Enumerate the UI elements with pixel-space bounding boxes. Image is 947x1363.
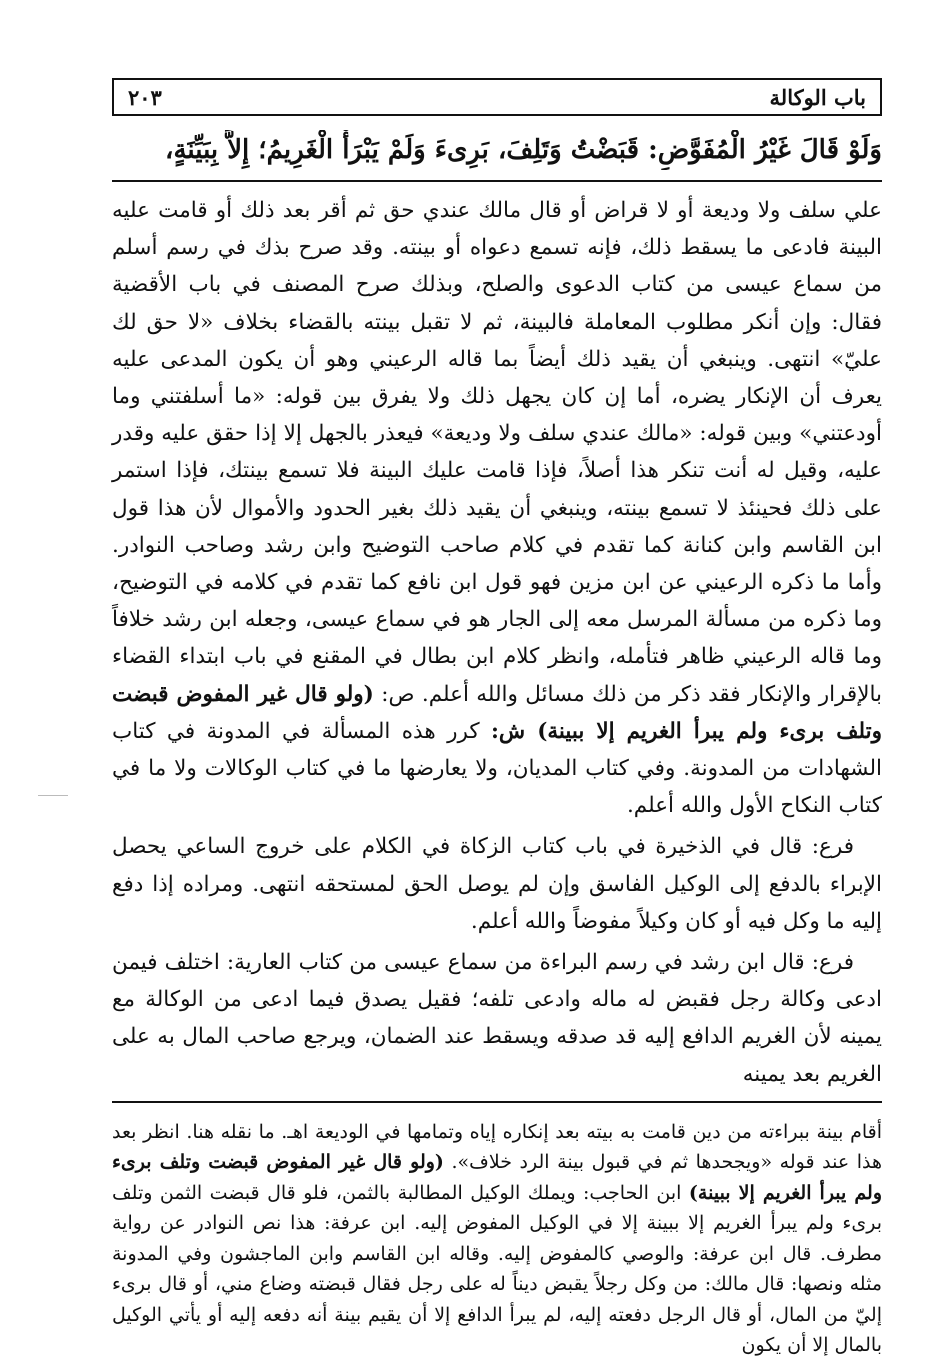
page-number: ٢٠٣ <box>128 84 162 110</box>
commentary-paragraph-2: فرع: قال في الذخيرة في باب كتاب الزكاة في الكلام على خروج الساعي يحصل الإبراء بالدفع إلى الوكيل الفاسق وإن لم يوصل الحق لمستحقه انتهى. ومراده إذا دفع إليه ما وكل فيه أو كان وكيلاً مفوضاً والله أعلم. <box>112 834 882 934</box>
running-header <box>112 78 882 116</box>
commentary <box>112 192 882 1093</box>
footnote <box>112 1117 882 1361</box>
commentary-text: كرر هذه المسألة في المدونة في كتاب الشهادات من المدونة. وفي كتاب المديان، ولا يعارضها ما في كتاب الوكالات ولا ما في كتاب النكاح الأول والله أعلم. <box>112 718 882 819</box>
footnote-divider <box>112 1101 882 1103</box>
matn-divider <box>112 180 882 182</box>
matn-text: وَلَوْ قَالَ غَيْرُ الْمُفَوَّضِ: قَبَضْتُ وَتَلِفَ، بَرِىءَ وَلَمْ يَبْرَأْ الْغَرِيمُ؛ إِلاَّ بِبَيِّنَةٍ، <box>165 135 882 165</box>
commentary-paragraph-1 <box>112 192 882 824</box>
footnote-quote: (ولو قال غير المفوض قبضت وتلف برىء ولم يبرأ الغريم إلا ببينة) <box>112 1151 882 1204</box>
commentary-paragraph-3: فرع: قال ابن رشد في رسم البراءة من سماع عيسى من كتاب العارية: اختلف فيمن ادعى وكالة رجل فقبض له ماله وادعى تلفه؛ فقيل يصدق فيما ادعى من الوكالة مع يمينه لأن الغريم الدافع إليه قد صدقه ويسقط عند الضمان، ويرجع صاحب المال به على الغريم بعد يمينه <box>112 950 882 1087</box>
margin-mark <box>38 795 68 796</box>
book-page <box>112 78 882 1361</box>
footnote-paragraph <box>112 1117 882 1361</box>
chapter-title: باب الوكالة <box>769 84 866 110</box>
matn-quote: (ولو قال غير المفوض قبضت وتلف برىء ولم يبرأ الغريم إلا ببينة) ش: <box>112 681 882 744</box>
footnote-text: ابن الحاجب: ويملك الوكيل المطالبة بالثمن، فلو قال قبضت الثمن وتلف برىء ولم يبرأ الغريم إلا ببينة إلا في الوكيل المفوض إليه. ابن عرفة: هذا نص النوادر عن رواية مطرف. قال ابن عرفة: والوصي كالمفوض إليه. وقاله ابن القاسم وابن الماجشون وفي المدونة مثله ونصها: قال مالك: من وكل رجلاً يقبض ديناً له على رجل فقال قبضته وضاع مني، أو قال برىء إليّ من المال، أو قال الرجل دفعته إليه، لم يبرأ الدافع إلا أن يقيم بينة أنه دفعه إليه أو يأتي الوكيل بالمال إلا أن يكون <box>112 1181 882 1357</box>
commentary-text: علي سلف ولا وديعة أو لا قراض أو قال مالك عندي حق ثم أقر بعد ذلك أو قامت عليه البينة فادعى ما يسقط ذلك، فإنه تسمع دعواه أو بينته. وقد صرح بذك في رسم أسلم من سماع عيسى من كتاب الدعوى والصلح، وبذلك صرح المصنف في باب الأقضية فقال: وإن أنكر مطلوب المعاملة فالبينة، ثم لا تقبل بينته بالقضاء بخلاف «لا حق لك عليّ» انتهى. وينبغي أن يقيد ذلك أيضاً بما قاله الرعيني وهو أن يكون المدعى عليه يعرف أن الإنكار يضره، أما إن كان يجهل ذلك ولا يفرق بين قوله: «ما أسلفتني وما أودعتني» وبين قوله: «مالك عندي سلف ولا وديعة» فيعذر بالجهل إلا إذا حقق عليه وقدر عليه، وقيل له أنت تنكر هذا أصلاً، فإذا قامت عليك البينة فلا تسمع بينتك، فإذا استمر على ذلك فحينئذ لا تسمع بينته، وينبغي أن يقيد ذلك بغير الحدود والأموال لأن هذا قول ابن القاسم وابن كنانة كما تقدم في كلام صاحب التوضيح وابن رشد وصاحب النوادر. وأما ما ذكره الرعيني عن ابن مزين فهو قول ابن نافع كما تقدم في كلامه في التوضيح، وما ذكره من مسألة المرسل معه إلى الجار هو في سماع عيسى، وجعله ابن رشد خلافاً وما قاله الرعيني ظاهر فتأمله، وانظر كلام ابن بطال في المقنع في باب ابتداء القضاء بالإقرار والإنكار فقد ذكر من ذلك مسائل والله أعلم. ص: <box>112 198 882 707</box>
footnote-text: أقام بينة ببراءته من دين قامت به بيته بعد إنكاره إياه وتمامها في الوديعة اهـ. ما نقله هنا. انظر بعد هذا عند قوله «ويجحدها ثم في قبول بينة الرد خلاف». <box>112 1120 883 1174</box>
